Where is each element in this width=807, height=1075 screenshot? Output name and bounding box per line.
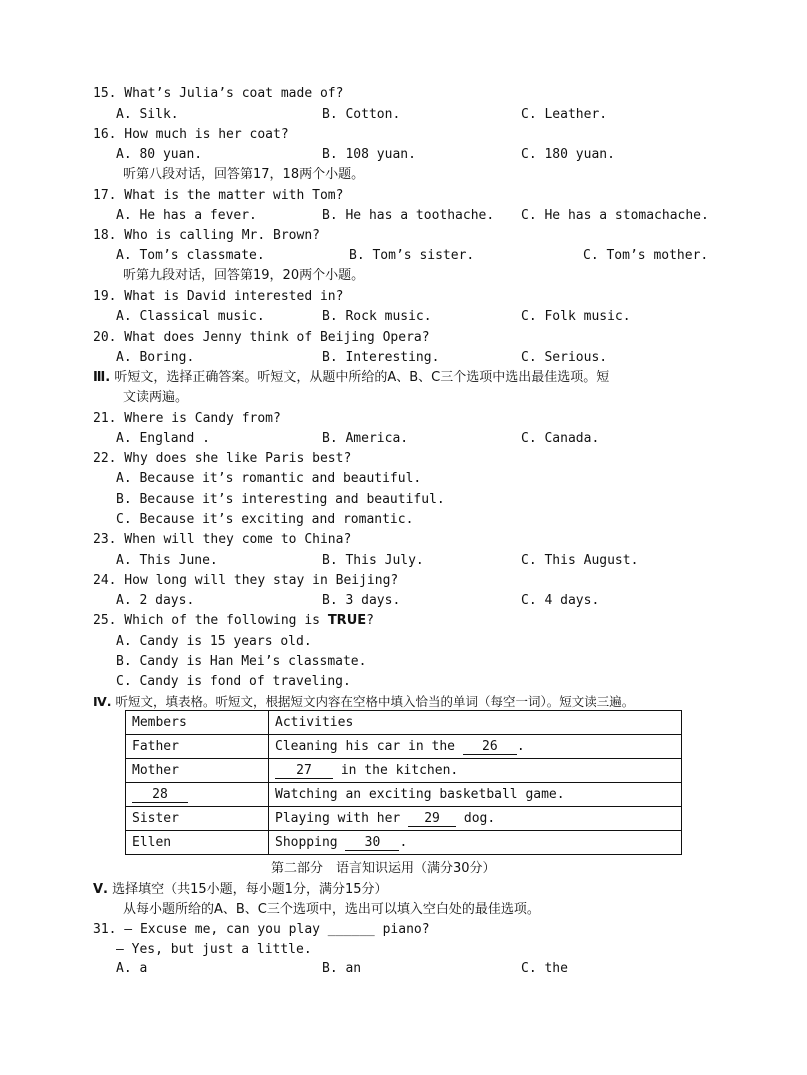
answer-blank-29[interactable]: 29: [408, 812, 456, 827]
q20-option-b: B. Interesting.: [322, 350, 440, 365]
q24-option-c: C. 4 days.: [521, 593, 600, 608]
q17-option-b: B. He has a toothache.: [322, 208, 495, 223]
answer-blank-27[interactable]: 27: [275, 764, 333, 779]
activity-text: Shopping: [275, 834, 346, 850]
activity-text-end: dog.: [456, 810, 496, 826]
q20-stem: 20. What does Jenny think of Beijing Opera?: [93, 330, 430, 345]
section-3-instruction-cont: 文读两遍。: [123, 390, 189, 405]
table-header-members: Members: [126, 711, 269, 735]
q15-option-b: B. Cotton.: [322, 107, 401, 122]
q20-option-a: A. Boring.: [116, 350, 195, 365]
table-row: [126, 831, 682, 855]
q15-stem: 15. What’s Julia’s coat made of?: [93, 86, 344, 101]
activity-text-end: .: [399, 834, 408, 850]
activity-cell: Watching an exciting basketball game.: [269, 783, 682, 807]
q22-option-a: A. Because it’s romantic and beautiful.: [116, 471, 422, 486]
activity-text-end: in the kitchen.: [333, 762, 459, 778]
activity-cell: [269, 831, 682, 855]
section-4-instruction: 听短文，填表格。听短文，根据短文内容在空格中填入恰当的单词（每空一词）。短文读三遍。: [111, 694, 635, 709]
q16-option-a: A. 80 yuan.: [116, 147, 203, 162]
q18-stem: 18. Who is calling Mr. Brown?: [93, 228, 320, 243]
q19-option-c: C. Folk music.: [521, 309, 631, 324]
q15-option-a: A. Silk.: [116, 107, 179, 122]
q31-option-a: A. a: [116, 961, 148, 976]
activity-cell: [269, 807, 682, 831]
table-row: [126, 807, 682, 831]
q31-option-b: B. an: [322, 961, 362, 976]
q21-option-b: B. America.: [322, 431, 409, 446]
section-5-instruction: 选择填空（共15小题，每小题1分，满分15分）: [108, 882, 388, 897]
table-row: [126, 783, 682, 807]
instruction-dialogue-8: 听第八段对话，回答第17，18两个小题。: [123, 167, 365, 182]
q18-option-c: C. Tom’s mother.: [583, 248, 709, 263]
member-cell: [126, 783, 269, 807]
q25-option-c: C. Candy is fond of traveling.: [116, 674, 351, 689]
q17-option-c: C. He has a stomachache.: [521, 208, 709, 223]
q23-stem: 23. When will they come to China?: [93, 532, 352, 547]
activity-cell: [269, 735, 682, 759]
q15-option-c: C. Leather.: [521, 107, 608, 122]
activity-text: Playing with her: [275, 810, 409, 826]
q20-option-c: C. Serious.: [521, 350, 608, 365]
activity-text: Cleaning his car in the: [275, 738, 463, 754]
q25-stem: [93, 613, 374, 629]
activity-text-end: .: [516, 738, 525, 754]
answer-blank-30[interactable]: 30: [345, 836, 399, 851]
activity-cell: [269, 759, 682, 783]
answer-blank-28[interactable]: 28: [132, 788, 188, 803]
q23-option-b: B. This July.: [322, 553, 424, 568]
member-cell: Ellen: [126, 831, 269, 855]
part-2-title: 第二部分 语言知识运用（满分30分）: [271, 861, 496, 876]
q22-stem: 22. Why does she like Paris best?: [93, 451, 352, 466]
q18-option-b: B. Tom’s sister.: [349, 248, 475, 263]
section-4-numeral: Ⅳ.: [93, 694, 112, 709]
q22-option-c: C. Because it’s exciting and romantic.: [116, 512, 414, 527]
section-3-instruction: 听短文，选择正确答案。听短文，从题中所给的A、B、C三个选项中选出最佳选项。短: [110, 370, 610, 385]
q25-option-b: B. Candy is Han Mei’s classmate.: [116, 654, 367, 669]
fill-in-table: [125, 710, 682, 855]
q31-stem: 31. — Excuse me, can you play ______ piano?: [93, 922, 430, 937]
q25-stem-emphasis: TRUE: [327, 613, 367, 628]
q21-option-c: C. Canada.: [521, 431, 600, 446]
q25-option-a: A. Candy is 15 years old.: [116, 634, 312, 649]
q31-option-c: C. the: [521, 961, 568, 976]
section-5-heading: [93, 882, 388, 898]
q18-option-a: A. Tom’s classmate.: [116, 248, 265, 263]
table-header-row: [126, 711, 682, 735]
q17-stem: 17. What is the matter with Tom?: [93, 188, 344, 203]
member-cell: Father: [126, 735, 269, 759]
q19-stem: 19. What is David interested in?: [93, 289, 344, 304]
table-row: [126, 759, 682, 783]
q25-stem-text: 25. Which of the following is: [93, 613, 328, 628]
member-cell: Sister: [126, 807, 269, 831]
q24-stem: 24. How long will they stay in Beijing?: [93, 573, 399, 588]
q23-option-a: A. This June.: [116, 553, 218, 568]
q19-option-b: B. Rock music.: [322, 309, 432, 324]
section-5-subinstruction: 从每小题所给的A、B、C三个选项中，选出可以填入空白处的最佳选项。: [123, 902, 540, 917]
q23-option-c: C. This August.: [521, 553, 639, 568]
q16-stem: 16. How much is her coat?: [93, 127, 289, 142]
table-row: [126, 735, 682, 759]
instruction-dialogue-9: 听第九段对话，回答第19，20两个小题。: [123, 268, 365, 283]
q24-option-a: A. 2 days.: [116, 593, 195, 608]
table-header-activities: Activities: [269, 711, 682, 735]
q16-option-c: C. 180 yuan.: [521, 147, 615, 162]
q24-option-b: B. 3 days.: [322, 593, 401, 608]
q19-option-a: A. Classical music.: [116, 309, 265, 324]
q17-option-a: A. He has a fever.: [116, 208, 257, 223]
q25-stem-end: ?: [366, 613, 374, 628]
q21-option-a: A. England .: [116, 431, 210, 446]
section-4-heading: [93, 694, 634, 710]
section-5-numeral: Ⅴ.: [93, 882, 108, 897]
q16-option-b: B. 108 yuan.: [322, 147, 416, 162]
member-cell: Mother: [126, 759, 269, 783]
answer-blank-26[interactable]: 26: [463, 740, 517, 755]
q31-reply: — Yes, but just a little.: [116, 942, 312, 957]
section-3-heading: [93, 370, 609, 386]
section-3-numeral: Ⅲ.: [93, 370, 111, 385]
q22-option-b: B. Because it’s interesting and beautiful.: [116, 492, 445, 507]
q21-stem: 21. Where is Candy from?: [93, 411, 281, 426]
